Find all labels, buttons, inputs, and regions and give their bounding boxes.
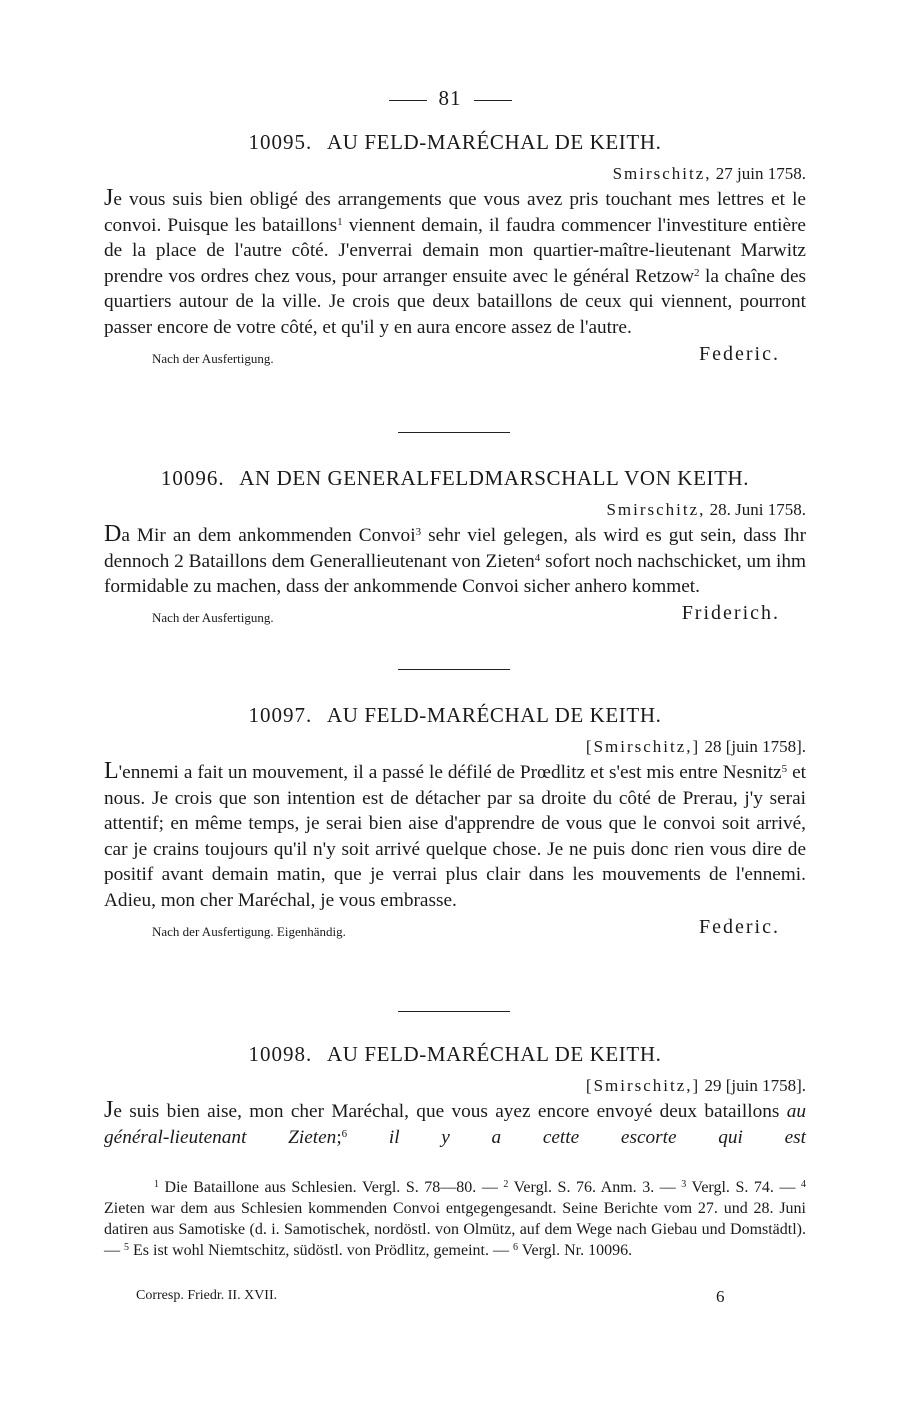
letter-addressee: AU FELD-MARÉCHAL DE KEITH. <box>326 1042 662 1066</box>
footnotes <box>104 1177 806 1261</box>
body-text-part: 'ennemi a fait un mouvement, il a passé le défilé de Prœdlitz et s'est mis entre Nesnitz <box>118 762 782 783</box>
footnote-text: Es ist wohl Niemtschitz, südöstl. von Prödlitz, gemeint. — <box>129 1242 513 1259</box>
footnote-text: Vergl. S. 74. — <box>686 1179 801 1196</box>
body-text-italic: au général-lieutenant Zieten <box>104 1101 806 1148</box>
body-text-part: a Mir an dem ankommenden Convoi <box>121 525 416 546</box>
footnote-text: Vergl. Nr. 10096. <box>517 1242 633 1259</box>
signature: Federic. <box>699 915 780 938</box>
sheet-number: 6 <box>716 1287 725 1306</box>
drop-cap: J <box>104 1097 114 1123</box>
signature-line <box>104 916 806 942</box>
dateline-date: 27 juin 1758. <box>715 164 806 183</box>
footnote-ref: 3 <box>415 526 422 538</box>
footnote-mark: 4 <box>801 1179 806 1190</box>
footnote-mark: 3 <box>681 1179 687 1190</box>
footnote-ref: 5 <box>781 763 788 775</box>
footnote-mark: 2 <box>503 1179 509 1190</box>
letter-addressee: AU FELD-MARÉCHAL DE KEITH. <box>326 130 662 154</box>
footnote-mark: 5 <box>124 1242 129 1253</box>
body-text-part: sehr viel gelegen, als wird es gut sein, dass Ihr dennoch 2 Bataillons dem Generallieutenant von Zieten <box>104 525 806 572</box>
page-number <box>0 86 900 111</box>
dateline <box>104 737 806 757</box>
footnote-mark: 6 <box>512 1242 518 1253</box>
letter-body <box>104 186 806 341</box>
letter-addressee: AN DEN GENERALFELDMARSCHALL VON KEITH. <box>239 466 750 490</box>
dateline-date: 29 [juin 1758]. <box>704 1076 806 1095</box>
letter-body <box>104 759 806 914</box>
dateline-date: 28. Juni 1758. <box>709 500 806 519</box>
letter-addressee: AU FELD-MARÉCHAL DE KEITH. <box>326 703 662 727</box>
letter-number: 10096. <box>160 466 225 490</box>
dateline <box>104 1076 806 1096</box>
letter-10097 <box>104 703 806 942</box>
letter-number: 10095. <box>248 130 313 154</box>
signature: Friderich. <box>681 601 780 624</box>
letter-number: 10097. <box>248 703 313 727</box>
separator-rule <box>398 1011 510 1012</box>
signature-line <box>104 602 806 628</box>
body-text-part: et nous. Je crois que son intention est de détacher par sa droite du côté de Prerau, j'y serai attentif; en même temps, je serai bien aise d'apprendre de vous que le convoi soit arrivé, car je crains toujours qu'il n'y soit arrivé quelque chose. Je ne puis donc rien vous dire de positif avant demain matin, que je verrai plus clair dans les mouvements de l'ennemi. Adieu, mon cher Maréchal, je vous embrasse. <box>104 762 806 911</box>
signature: Federic. <box>699 342 780 365</box>
letter-10096 <box>104 466 806 628</box>
dateline-date: 28 [juin 1758]. <box>704 737 806 756</box>
body-text-part: e suis bien aise, mon cher Maréchal, que vous ayez encore envoyé deux bataillons <box>113 1101 787 1122</box>
source-note: Nach der Ausfertigung. Eigenhändig. <box>152 923 346 939</box>
drop-cap: L <box>104 758 119 784</box>
separator-rule <box>398 432 510 433</box>
footnote-mark: 1 <box>154 1179 159 1190</box>
footnote-ref: 2 <box>694 266 700 279</box>
page-footer <box>136 1288 736 1304</box>
dateline <box>104 164 806 184</box>
drop-cap: J <box>104 185 114 211</box>
footnote-ref: 6 <box>341 1127 348 1140</box>
separator-rule <box>398 669 510 670</box>
letter-title <box>104 703 806 728</box>
page-number-value: 81 <box>438 86 462 110</box>
footnote-text: Vergl. S. 76. Anm. 3. — <box>508 1179 682 1196</box>
drop-cap: D <box>104 521 122 547</box>
source-note: Nach der Ausfertigung. <box>152 350 274 366</box>
body-text-part: viennent demain, il faudra commencer l'investiture entière de la place de l'autre côté. J'enverrai demain mon quartier-maître-lieutenant Marwitz prendre vos ordres chez vous, pour arranger ensuite avec le général Retzow <box>104 214 806 287</box>
letter-body <box>104 522 806 600</box>
body-text-part: sofort noch nachschicket, um ihm formidable zu machen, dass der ankommende Convoi sicher anhero kommet. <box>104 550 806 598</box>
dateline-place: Smirschitz, <box>606 500 706 519</box>
dateline-place: Smirschitz, <box>612 164 712 183</box>
dateline-place: [Smirschitz,] <box>585 737 701 756</box>
signature-mark: Corresp. Friedr. II. XVII. <box>136 1288 278 1303</box>
letter-10098 <box>104 1042 806 1150</box>
letter-title <box>104 466 806 491</box>
signature-line <box>104 343 806 369</box>
letter-title <box>104 130 806 155</box>
page-number-dash-right <box>474 100 512 101</box>
source-note: Nach der Ausfertigung. <box>152 609 274 625</box>
letter-10095 <box>104 130 806 369</box>
body-text-part: e vous suis bien obligé des arrangements que vous avez pris touchant mes lettres et le convoi. Puisque les bataillons <box>104 189 806 236</box>
page-number-dash-left <box>389 100 427 101</box>
body-text-part: ; <box>336 1126 342 1148</box>
body-text-italic: il y a cette escorte qui est <box>347 1126 806 1148</box>
letter-number: 10098. <box>248 1042 313 1066</box>
footnote-text: Die Bataillone aus Schlesien. Vergl. S. 78—80. — <box>159 1179 504 1196</box>
dateline-place: [Smirschitz,] <box>585 1076 701 1095</box>
footnote-ref: 1 <box>337 215 343 228</box>
footnote-ref: 4 <box>534 551 541 564</box>
letter-title <box>104 1042 806 1067</box>
letter-body <box>104 1098 806 1150</box>
dateline <box>104 500 806 520</box>
body-text-part: la chaîne des quartiers autour de la ville. Je crois que deux bataillons de ceux qui viennent, pourront passer encore de votre côté, et qu'il y en aura encore assez de l'autre. <box>104 265 807 338</box>
footnote-text: Zieten war dem aus Schlesien kommenden Convoi entgegengesandt. Seine Berichte vom 27. und 28. Juni datiren aus Samotiske (d. i. Samotischek, nordöstl. von Olmütz, auf dem Wege nach Giebau und Domstädtl). — <box>104 1200 806 1259</box>
